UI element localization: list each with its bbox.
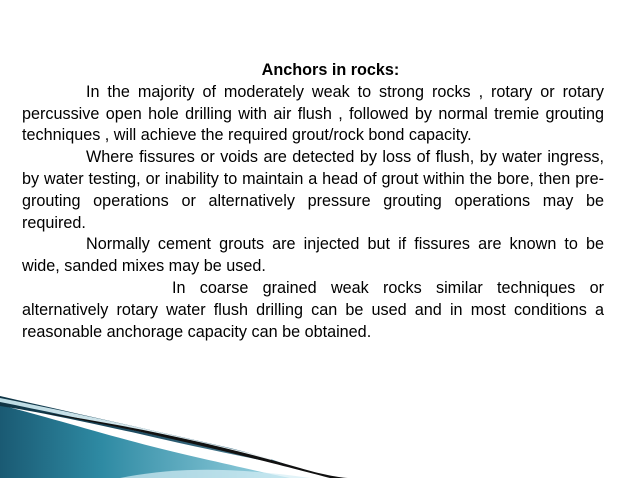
slide-content <box>22 60 604 343</box>
swoosh-light-line <box>0 398 272 461</box>
swoosh-pale-wedge <box>120 470 310 478</box>
swoosh-teal-band <box>0 405 290 478</box>
swoosh-dark-band <box>0 396 290 466</box>
swoosh-black-line <box>40 412 350 478</box>
paragraph-4: In coarse grained weak rocks similar techniques or alternatively rotary water flush drilling can be used and in most conditions a reasonable anchorage capacity can be obtained. <box>22 278 604 341</box>
paragraph-2: Where fissures or voids are detected by loss of flush, by water ingress, by water testing, or inability to maintain a head of grout within the bore, then pre-grouting operations or alternatively pressure grouting operations may be required. <box>22 148 604 232</box>
slide-title: Anchors in rocks: <box>261 61 400 79</box>
paragraph-1: In the majority of moderately weak to strong rocks , rotary or rotary percussive open hole drilling with air flush , followed by normal tremie grouting techniques , will achieve the required grout/rock bond capacity. <box>22 82 604 145</box>
paragraph-3: Normally cement grouts are injected but if fissures are known to be wide, sanded mixes may be used. <box>22 235 604 276</box>
